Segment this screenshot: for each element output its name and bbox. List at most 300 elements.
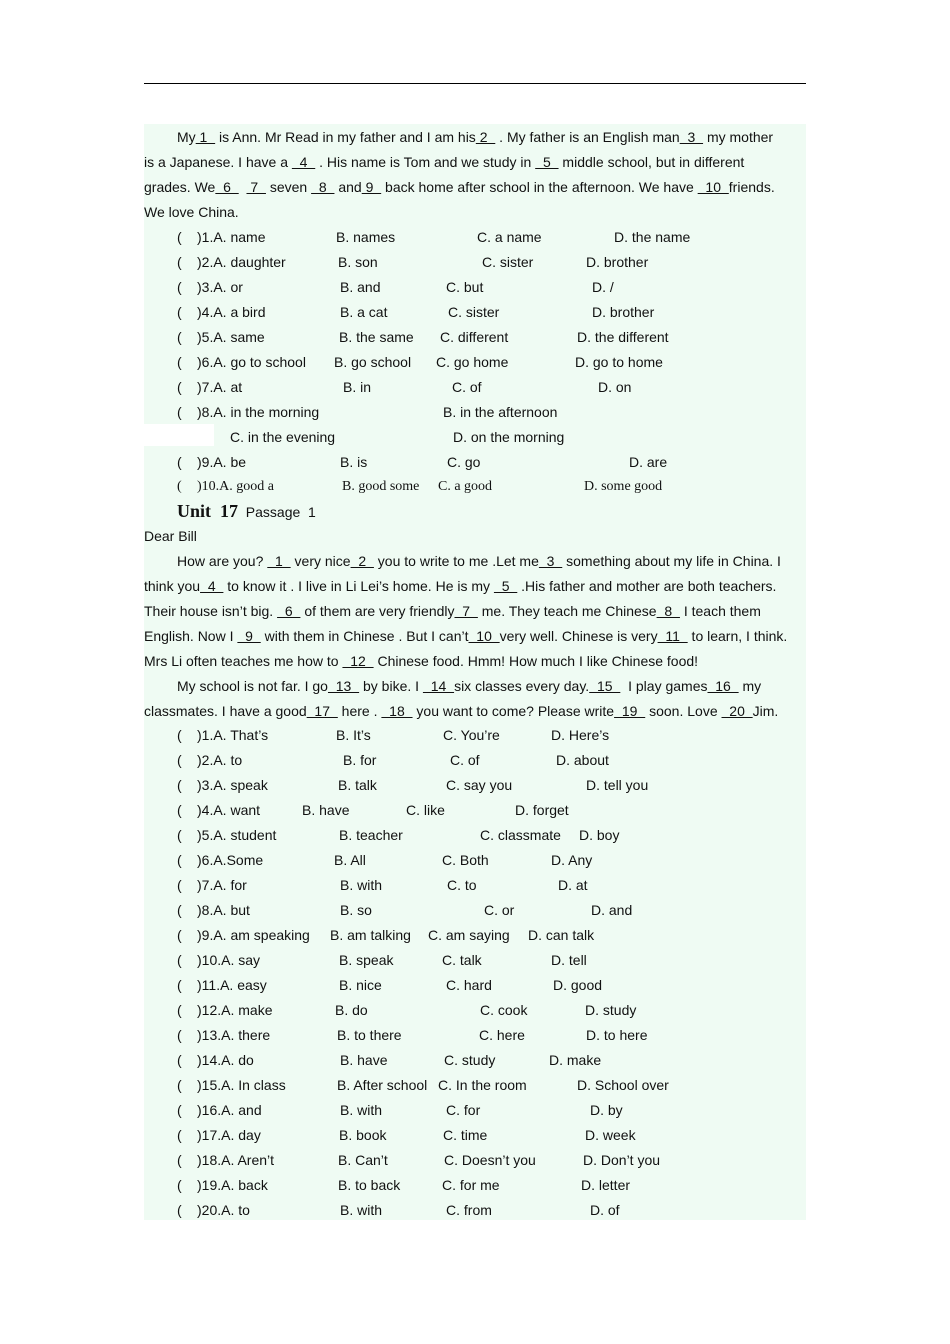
text-segment: very nice bbox=[290, 553, 351, 569]
text-segment: . My father is an English man bbox=[495, 129, 680, 145]
answer-blank: 4 bbox=[200, 578, 224, 594]
answer-blank: 9 bbox=[361, 179, 382, 195]
option-b: B. a cat bbox=[340, 304, 388, 320]
answer-blank: 15 bbox=[589, 678, 621, 694]
option-d: D. can talk bbox=[528, 927, 595, 943]
letter-question-paren bbox=[177, 776, 182, 794]
option-c: C. here bbox=[479, 1027, 525, 1043]
option-c: C. sister bbox=[448, 304, 500, 320]
answer-paren: ( bbox=[177, 877, 182, 893]
answer-blank: 6 bbox=[277, 603, 301, 619]
option-a: )15.A. In class bbox=[197, 1077, 286, 1093]
letter-question-option-a bbox=[197, 951, 260, 969]
letter-question-option-d bbox=[551, 851, 592, 869]
option-d: D. tell you bbox=[586, 777, 649, 793]
passage1-question-option-a bbox=[197, 303, 265, 321]
header-rule bbox=[144, 83, 806, 84]
passage1-question-option-c bbox=[448, 303, 499, 321]
answer-paren: ( bbox=[177, 1177, 182, 1193]
option-a: )6.A.Some bbox=[197, 852, 264, 868]
text-segment: Mrs Li often teaches me how to bbox=[144, 653, 343, 669]
answer-paren: ( bbox=[177, 329, 182, 345]
passage1-question-option-b bbox=[342, 478, 419, 496]
answer-paren: ( bbox=[177, 1077, 182, 1093]
option-b: B. It’s bbox=[336, 727, 371, 743]
letter-greeting bbox=[144, 527, 197, 545]
letter-question-paren bbox=[177, 1176, 182, 1194]
passage1-question-option-d bbox=[592, 278, 614, 296]
passage1-question-option-a bbox=[197, 278, 243, 296]
option-a: )6.A. go to school bbox=[197, 354, 306, 370]
passage1-question-option-a bbox=[197, 478, 274, 496]
option-b: B. Can’t bbox=[338, 1152, 388, 1168]
option-a: )7.A. for bbox=[197, 877, 247, 893]
letter-question-option-d bbox=[551, 951, 587, 969]
letter-question-option-a bbox=[197, 1201, 250, 1219]
option-d: D. the name bbox=[614, 229, 691, 245]
passage1-line bbox=[144, 153, 744, 171]
option-a: )13.A. there bbox=[197, 1027, 271, 1043]
passage1-question-option-b bbox=[336, 228, 395, 246]
option-b: B. the same bbox=[339, 329, 414, 345]
answer-paren: ( bbox=[177, 927, 182, 943]
answer-blank: 7 bbox=[246, 179, 266, 195]
option-b: B. with bbox=[340, 877, 383, 893]
option-b: B. nice bbox=[339, 977, 382, 993]
answer-paren: ( bbox=[177, 1127, 182, 1143]
option-b: B. with bbox=[340, 1102, 383, 1118]
option-a: )8.A. in the morning bbox=[197, 404, 320, 420]
text-segment: Chinese food. Hmm! How much I like Chinese food! bbox=[373, 653, 699, 669]
letter-question-option-c bbox=[480, 826, 561, 844]
answer-paren: ( bbox=[177, 752, 182, 768]
answer-blank: 10 bbox=[697, 179, 729, 195]
letter-question-option-a bbox=[197, 1051, 254, 1069]
option-c: C. say you bbox=[446, 777, 513, 793]
text-segment: .His father and mother are both teachers. bbox=[517, 578, 777, 594]
letter-question-option-a bbox=[197, 826, 276, 844]
letter-question-option-d bbox=[581, 1176, 630, 1194]
letter-question-option-c bbox=[479, 1026, 525, 1044]
option-d: D. make bbox=[549, 1052, 602, 1068]
answer-paren: ( bbox=[177, 1102, 182, 1118]
text-segment: of them are very friendly bbox=[300, 603, 455, 619]
option-a: )10.A. good a bbox=[197, 479, 274, 494]
option-d: D. are bbox=[629, 454, 668, 470]
option-b: B. in bbox=[343, 379, 372, 395]
option-a: )2.A. daughter bbox=[197, 254, 286, 270]
letter-question-option-c bbox=[446, 1101, 480, 1119]
letter-question-option-d bbox=[590, 1101, 623, 1119]
letter-question-option-d bbox=[591, 901, 632, 919]
letter-line bbox=[144, 577, 776, 595]
answer-paren: ( bbox=[177, 852, 182, 868]
answer-paren: ( bbox=[177, 1002, 182, 1018]
letter-question-option-d bbox=[528, 926, 594, 944]
option-a: )1.A. That’s bbox=[197, 727, 269, 743]
answer-blank: 1 bbox=[267, 553, 291, 569]
option-a: )3.A. speak bbox=[197, 777, 268, 793]
option-d: D. Any bbox=[551, 852, 593, 868]
answer-blank: 9 bbox=[237, 628, 261, 644]
letter-question-option-c bbox=[446, 976, 492, 994]
text-segment: grades. We bbox=[144, 179, 216, 195]
option-a: )17.A. day bbox=[197, 1127, 261, 1143]
letter-question-option-d bbox=[586, 776, 648, 794]
letter-question-option-b bbox=[339, 951, 393, 969]
answer-paren: ( bbox=[177, 1202, 182, 1218]
answer-blank: 8 bbox=[311, 179, 335, 195]
option-d: D. by bbox=[590, 1102, 623, 1118]
letter-question-option-a bbox=[197, 1101, 262, 1119]
option-d: D. letter bbox=[581, 1177, 631, 1193]
letter-question-option-c bbox=[443, 1126, 487, 1144]
letter-question-option-b bbox=[340, 1201, 382, 1219]
passage1-question-paren bbox=[177, 278, 182, 296]
option-c: C. time bbox=[443, 1127, 488, 1143]
option-c: C. am saying bbox=[428, 927, 510, 943]
letter-question-option-c bbox=[446, 776, 512, 794]
letter-question-paren bbox=[177, 1026, 182, 1044]
option-a: )12.A. make bbox=[197, 1002, 273, 1018]
letter-question-option-b bbox=[337, 1076, 427, 1094]
option-d: D. some good bbox=[584, 479, 663, 494]
text-segment: middle school, but in different bbox=[558, 154, 745, 170]
letter-question-option-a bbox=[197, 751, 242, 769]
option-a: )4.A. want bbox=[197, 802, 261, 818]
answer-blank: 2 bbox=[350, 553, 374, 569]
passage1-question-option-b bbox=[340, 453, 367, 471]
letter-question-option-a bbox=[197, 1176, 268, 1194]
answer-blank: 10 bbox=[468, 628, 500, 644]
text-segment: you to write to me .Let me bbox=[373, 553, 539, 569]
letter-question-option-b bbox=[339, 1126, 386, 1144]
text-segment: I play games bbox=[620, 678, 708, 694]
letter-question-option-c bbox=[442, 951, 482, 969]
letter-question-paren bbox=[177, 801, 182, 819]
option-c: C. study bbox=[444, 1052, 496, 1068]
text-segment: We love China. bbox=[144, 204, 239, 220]
passage-label: Passage 1 bbox=[245, 504, 316, 520]
option-a: )4.A. a bird bbox=[197, 304, 266, 320]
option-a: )3.A. or bbox=[197, 279, 243, 295]
answer-paren: ( bbox=[177, 902, 182, 918]
answer-blank: 11 bbox=[657, 628, 688, 644]
letter-question-option-a bbox=[197, 726, 268, 744]
letter-question-option-c bbox=[443, 726, 500, 744]
option-b: B. speak bbox=[339, 952, 394, 968]
option-d: D. / bbox=[592, 279, 614, 295]
passage1-question-paren bbox=[177, 228, 182, 246]
option-a: )9.A. be bbox=[197, 454, 247, 470]
text-segment: very well. Chinese is very bbox=[499, 628, 658, 644]
answer-paren: ( bbox=[177, 229, 182, 245]
answer-blank: 18 bbox=[381, 703, 413, 719]
option-a: )14.A. do bbox=[197, 1052, 254, 1068]
letter-question-option-b bbox=[343, 751, 376, 769]
letter-question-option-c bbox=[480, 1001, 527, 1019]
option-c: C. like bbox=[406, 802, 445, 818]
letter-question-option-a bbox=[197, 926, 310, 944]
answer-blank: 7 bbox=[454, 603, 478, 619]
text-segment: to know it . I live in Li Lei’s home. He is my bbox=[223, 578, 494, 594]
letter-line bbox=[144, 602, 761, 620]
letter-question-paren bbox=[177, 1201, 182, 1219]
text-segment: seven bbox=[265, 179, 312, 195]
option-c: C. talk bbox=[442, 952, 482, 968]
letter-question-option-c bbox=[406, 801, 445, 819]
letter-question-paren bbox=[177, 1076, 182, 1094]
letter-question-option-c bbox=[444, 1051, 495, 1069]
option-d: D. Don’t you bbox=[583, 1152, 661, 1168]
option-c: C. go bbox=[447, 454, 481, 470]
letter-question-paren bbox=[177, 1151, 182, 1169]
answer-paren: ( bbox=[177, 254, 182, 270]
passage1-question-option-c bbox=[452, 378, 482, 396]
option-b: B. talk bbox=[338, 777, 377, 793]
letter-question-option-d bbox=[577, 1076, 669, 1094]
letter-question-option-d bbox=[553, 976, 602, 994]
passage1-question-option-d bbox=[592, 303, 654, 321]
letter-question-paren bbox=[177, 976, 182, 994]
passage1-question-paren bbox=[177, 328, 182, 346]
option-d: D. brother bbox=[586, 254, 649, 270]
letter-question-option-b bbox=[339, 976, 382, 994]
option-a: )1.A. name bbox=[197, 229, 266, 245]
answer-blank: 3 bbox=[679, 129, 704, 145]
answer-paren: ( bbox=[177, 1052, 182, 1068]
letter-question-option-c bbox=[446, 1201, 492, 1219]
letter-question-option-b bbox=[338, 776, 377, 794]
letter-question-paren bbox=[177, 1001, 182, 1019]
option-b: B. to there bbox=[337, 1027, 402, 1043]
option-d: D. tell bbox=[551, 952, 587, 968]
answer-paren: ( bbox=[177, 454, 182, 470]
option-a: )8.A. but bbox=[197, 902, 250, 918]
option-c: C. classmate bbox=[480, 827, 561, 843]
letter-question-option-b bbox=[340, 1101, 382, 1119]
passage1-question-option-b bbox=[340, 303, 387, 321]
text-segment: my bbox=[738, 678, 762, 694]
answer-blank: 13 bbox=[327, 678, 360, 694]
passage1-question-option-c bbox=[440, 328, 508, 346]
answer-blank: 12 bbox=[342, 653, 374, 669]
option-a: )5.A. same bbox=[197, 329, 265, 345]
option-a: )9.A. am speaking bbox=[197, 927, 310, 943]
passage1-line bbox=[144, 203, 239, 221]
option-d: D. go to home bbox=[575, 354, 663, 370]
option-d: D. Here’s bbox=[551, 727, 610, 743]
letter-question-paren bbox=[177, 926, 182, 944]
letter-question-option-a bbox=[197, 1126, 261, 1144]
text-segment: classmates. I have a good bbox=[144, 703, 307, 719]
option-b: B. teacher bbox=[339, 827, 403, 843]
passage1-question-option-b bbox=[338, 253, 378, 271]
answer-paren: ( bbox=[177, 977, 182, 993]
option-d: D. School over bbox=[577, 1077, 669, 1093]
option-b: B. have bbox=[340, 1052, 388, 1068]
text-segment: English. Now I bbox=[144, 628, 238, 644]
passage1-question-option-c bbox=[447, 453, 480, 471]
passage1-question-option-c bbox=[477, 228, 542, 246]
text-segment: How are you? bbox=[177, 553, 268, 569]
answer-paren: ( bbox=[177, 479, 182, 494]
letter-question-option-b bbox=[302, 801, 349, 819]
letter-question-option-b bbox=[338, 1176, 400, 1194]
answer-blank: 6 bbox=[215, 179, 239, 195]
option-c: C. In the room bbox=[438, 1077, 527, 1093]
text-segment: is Ann. Mr Read in my father and I am his bbox=[215, 129, 476, 145]
option-d: D. about bbox=[556, 752, 609, 768]
option-a: )16.A. and bbox=[197, 1102, 262, 1118]
answer-blank: 19 bbox=[614, 703, 646, 719]
option-c: C. of bbox=[450, 752, 480, 768]
passage1-question-option-b bbox=[343, 378, 371, 396]
letter-question-option-d bbox=[583, 1151, 660, 1169]
option-c: C. in the evening bbox=[230, 429, 336, 445]
passage1-question-option-b bbox=[443, 403, 557, 421]
text-segment: My bbox=[177, 129, 196, 145]
text-segment: is a Japanese. I have a bbox=[144, 154, 292, 170]
text-segment: think you bbox=[144, 578, 201, 594]
letter-question-option-c bbox=[450, 751, 480, 769]
passage1-question-paren bbox=[177, 478, 182, 496]
option-c: C. Both bbox=[442, 852, 489, 868]
text-segment: back home after school in the afternoon. We have bbox=[381, 179, 698, 195]
letter-question-option-a bbox=[197, 851, 263, 869]
answer-blank: 20 bbox=[721, 703, 753, 719]
passage1-question-option-d bbox=[575, 353, 663, 371]
passage1-question-option-d bbox=[614, 228, 690, 246]
option-a: )19.A. back bbox=[197, 1177, 268, 1193]
answer-blank: 17 bbox=[306, 703, 338, 719]
option-d: D. boy bbox=[579, 827, 620, 843]
text-segment: to learn, I think. bbox=[687, 628, 788, 644]
letter-question-paren bbox=[177, 726, 182, 744]
letter-question-option-d bbox=[585, 1001, 636, 1019]
text-segment: my mother bbox=[703, 129, 774, 145]
passage1-question-option-a bbox=[197, 253, 286, 271]
option-d: D. at bbox=[558, 877, 588, 893]
option-c: C. or bbox=[484, 902, 515, 918]
option-b: B. and bbox=[340, 279, 381, 295]
answer-paren: ( bbox=[177, 827, 182, 843]
letter-question-option-b bbox=[340, 1051, 387, 1069]
letter-question-option-d bbox=[556, 751, 609, 769]
option-c: C. a good bbox=[438, 479, 493, 494]
text-segment: by bike. I bbox=[359, 678, 423, 694]
answer-blank: 14 bbox=[422, 678, 455, 694]
letter-question-option-a bbox=[197, 1026, 270, 1044]
option-b: B. so bbox=[340, 902, 372, 918]
letter-question-paren bbox=[177, 851, 182, 869]
option-c: C. for bbox=[446, 1102, 481, 1118]
letter-line bbox=[144, 702, 778, 720]
answer-blank: 5 bbox=[493, 578, 518, 594]
option-c: C. but bbox=[446, 279, 484, 295]
letter-question-option-b bbox=[335, 1001, 368, 1019]
option-b: B. for bbox=[343, 752, 377, 768]
option-a: )18.A. Aren’t bbox=[197, 1152, 275, 1168]
answer-paren: ( bbox=[177, 802, 182, 818]
passage1-question-option-d bbox=[629, 453, 667, 471]
option-b: B. am talking bbox=[330, 927, 411, 943]
unit-heading bbox=[177, 500, 316, 523]
option-b: B. do bbox=[335, 1002, 368, 1018]
passage1-question-option-c bbox=[482, 253, 533, 271]
option-a: )7.A. at bbox=[197, 379, 243, 395]
option-a: )2.A. to bbox=[197, 752, 243, 768]
letter-question-option-a bbox=[197, 776, 268, 794]
answer-paren: ( bbox=[177, 727, 182, 743]
letter-question-option-c bbox=[442, 851, 489, 869]
letter-question-option-a bbox=[197, 901, 250, 919]
text-segment: here . bbox=[337, 703, 382, 719]
passage1-question-option-a bbox=[197, 378, 242, 396]
option-a: )11.A. easy bbox=[197, 977, 267, 993]
passage1-question-option-d bbox=[453, 428, 564, 446]
option-d: D. of bbox=[590, 1202, 620, 1218]
option-c: C. sister bbox=[482, 254, 534, 270]
letter-question-option-a bbox=[197, 1076, 286, 1094]
passage1-question-option-c bbox=[438, 478, 492, 496]
letter-question-paren bbox=[177, 826, 182, 844]
option-c: C. a name bbox=[477, 229, 542, 245]
answer-blank: 1 bbox=[195, 129, 216, 145]
letter-question-option-a bbox=[197, 801, 260, 819]
letter-question-paren bbox=[177, 1101, 182, 1119]
option-b: B. book bbox=[339, 1127, 387, 1143]
option-d: D. on the morning bbox=[453, 429, 565, 445]
passage1-question-option-b bbox=[340, 278, 380, 296]
passage1-question-option-d bbox=[586, 253, 648, 271]
option-c: C. for me bbox=[442, 1177, 500, 1193]
answer-blank: 2 bbox=[475, 129, 496, 145]
passage1-question-paren bbox=[177, 378, 182, 396]
option-b: B. All bbox=[334, 852, 366, 868]
text-segment: My school is not far. I go bbox=[177, 678, 328, 694]
passage1-question-option-c bbox=[446, 278, 483, 296]
letter-question-option-c bbox=[484, 901, 514, 919]
option-b: B. go school bbox=[334, 354, 412, 370]
option-d: D. the different bbox=[577, 329, 669, 345]
passage1-question-paren bbox=[177, 303, 182, 321]
option-b: B. son bbox=[338, 254, 378, 270]
letter-question-option-b bbox=[339, 826, 403, 844]
passage1-line bbox=[177, 128, 773, 146]
letter-question-paren bbox=[177, 1126, 182, 1144]
passage1-question-option-c bbox=[230, 428, 335, 446]
letter-question-option-d bbox=[551, 726, 609, 744]
letter-question-option-c bbox=[428, 926, 510, 944]
passage1-question-option-d bbox=[577, 328, 669, 346]
answer-blank: 5 bbox=[535, 154, 559, 170]
text-segment: Jim. bbox=[752, 703, 779, 719]
answer-paren: ( bbox=[177, 304, 182, 320]
letter-question-option-c bbox=[442, 1176, 500, 1194]
letter-question-option-b bbox=[336, 726, 371, 744]
letter-question-option-b bbox=[338, 1151, 388, 1169]
passage1-question-paren bbox=[177, 403, 182, 421]
option-b: B. names bbox=[336, 229, 396, 245]
option-a: )5.A. student bbox=[197, 827, 277, 843]
option-a: )20.A. to bbox=[197, 1202, 250, 1218]
text-segment: friends. bbox=[728, 179, 775, 195]
text-segment: something about my life in China. I bbox=[562, 553, 781, 569]
letter-question-paren bbox=[177, 901, 182, 919]
option-c: C. hard bbox=[446, 977, 492, 993]
option-d: D. and bbox=[591, 902, 633, 918]
